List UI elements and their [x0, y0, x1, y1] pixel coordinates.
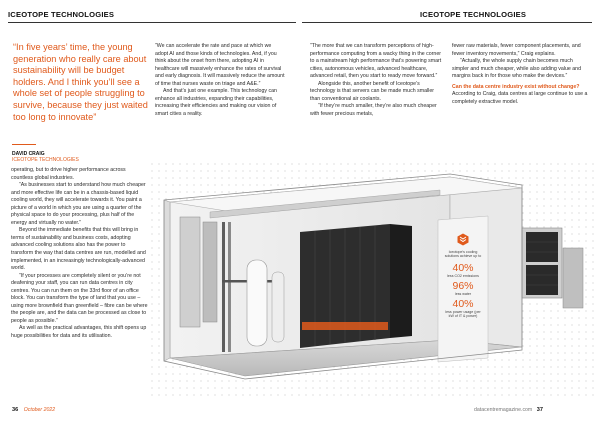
paragraph: Beyond the immediate benefits that this will bring in terms of sustainability and business costs, adopting advanced cooling solutions also has the power to transform the way that data centres are run, modelled and implemented, in an increasingly technologically-advanced world. — [11, 227, 146, 272]
paragraph: Alongside this, another benefit of Iceotope’s technology is that servers can be made much smaller than conventional air coolants. — [310, 80, 435, 102]
paragraph: “If they’re much smaller, they’re also much cheaper with fewer precious metals, — [310, 103, 437, 117]
stats-intro: Iceotope's cooling solutions achieve up to — [444, 250, 482, 259]
stat-water-label: less water — [454, 291, 472, 296]
paragraph: According to Craig, data centres at large continue to use a completely extractive model. — [452, 91, 588, 105]
pull-quote-attribution — [12, 151, 79, 163]
stat-power-label: less power usage (per kW of IT & power) — [445, 310, 481, 319]
stat-power-value: 40% — [452, 298, 474, 311]
pull-quote: “In five years’ time, the young generation who really care about sustainability will be budget holders. And I think you’ll see a whole set of people struggling to survive, because they just waited too long to innovate” — [13, 42, 148, 122]
footer-right — [474, 407, 547, 413]
column-top-right-b — [452, 43, 590, 106]
website-link[interactable]: datacentremagazine.com — [474, 407, 533, 413]
paragraph: “As businesses start to understand how much cheaper and more effective life can be in a chassis-based liquid cooling world, they will accelerate towards it. You paint a picture of a world in which you are using a quarter of the physical space to do your processing, plus half of the energy and virtually no water.” — [11, 182, 146, 226]
issue-month: October 2022 — [23, 407, 56, 413]
page-number-right: 37 — [536, 407, 543, 413]
stats-panel — [443, 233, 483, 319]
footer-left — [12, 407, 55, 413]
paragraph: “The more that we can transform perceptions of high-performance computing from a wacky thing in the corner to a mainstream high performance that’s powering smart cities, autonomous vehicles, advanced healthcare, advanced retail, then you start to ready move forward.” — [310, 43, 442, 80]
paragraph: operating, but to drive higher performance across countless global industries. — [11, 167, 126, 181]
author-org: ICEOTOPE TECHNOLOGIES — [12, 157, 79, 163]
stat-water-value: 96% — [452, 279, 474, 292]
pull-quote-divider — [12, 144, 36, 145]
paragraph: fewer raw materials, fewer component placements, and fewer inventory movements,” Craig explains. — [452, 43, 581, 57]
paragraph: “If your processes are completely silent or you’re not deafening your staff, you can run data centres in city centres. You can run them on the 33rd floor of an office block. You can transform the type of land that you use – using more brownfield than greenfield – fibre can be where the people are, and the data can be processed as close to people as possible.” — [11, 272, 148, 324]
column-top-middle — [155, 43, 285, 118]
paragraph: As well as the practical advantages, this shift opens up huge possibilities for data and its utilisation. — [11, 325, 147, 340]
column-top-right-a — [310, 43, 444, 118]
column-left-bottom — [11, 167, 149, 341]
header-left: ICEOTOPE TECHNOLOGIES — [8, 10, 115, 19]
paragraph: “We can accelerate the rate and pace at which we adopt AI and those kinds of technologies. And, if you think about the onset from there, adopting AI in healthcare will massively enhance the rates of survival and early diagnosis. It will massively reduce the amount of time that nurses waste on triage and A&E.” — [155, 43, 285, 87]
author-name: DAVID CRAIG — [12, 151, 45, 157]
datacentre-container-illustration — [150, 162, 595, 400]
subheading: Can the data centre industry exist without change? — [452, 83, 580, 90]
iceotope-logo-icon — [457, 233, 469, 246]
stat-co2-value: 40% — [452, 261, 474, 274]
header-rule-right — [302, 22, 592, 23]
paragraph: And that’s just one example. This technology can enhance all industries, expanding their capabilities, increasing their efficiencies and making our vision of smart cities a reality. — [155, 88, 277, 117]
header-right: ICEOTOPE TECHNOLOGIES — [420, 10, 527, 19]
page-number-left: 36 — [12, 407, 19, 413]
paragraph: “Actually, the whole supply chain becomes much simpler and much cheaper, while also adding value and margins back in for those who make the devices.” — [452, 58, 581, 80]
stat-co2-label: less CO2 emissions — [447, 273, 479, 278]
header-rule-left — [8, 22, 296, 23]
